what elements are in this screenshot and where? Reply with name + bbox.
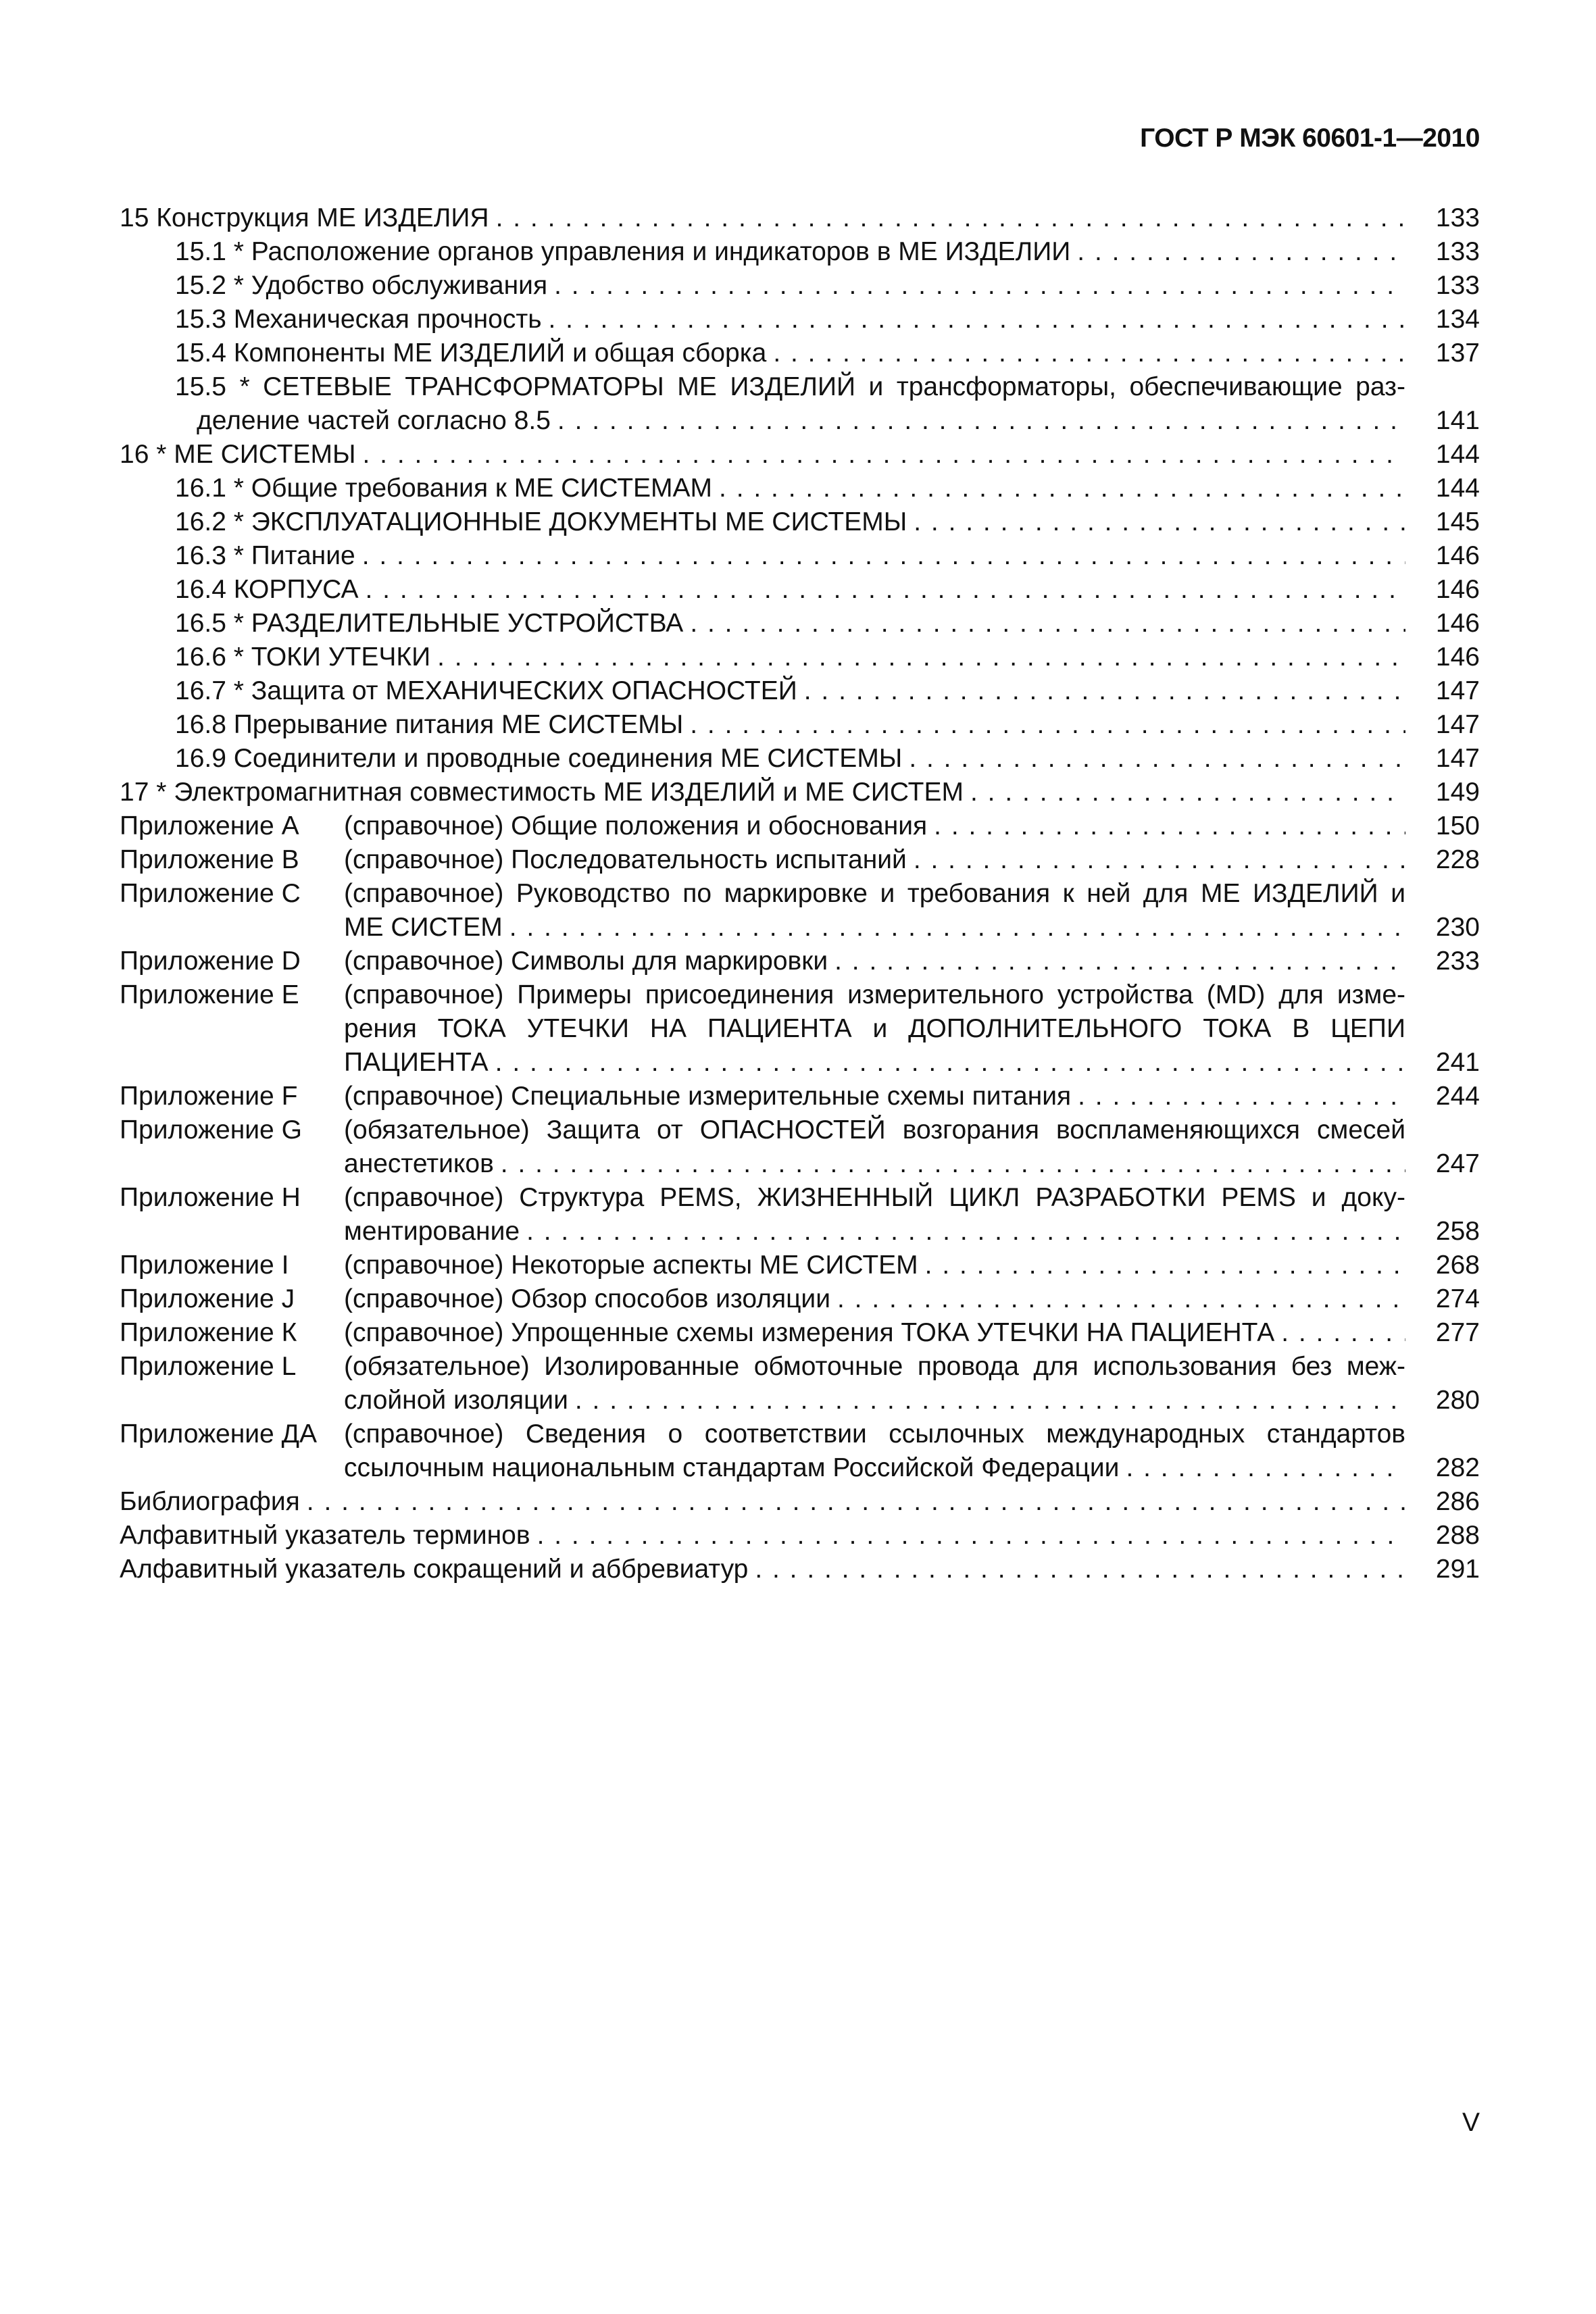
toc-line xyxy=(120,776,1480,809)
dot-leader xyxy=(549,303,1405,336)
toc-entry xyxy=(120,607,1405,640)
toc-line xyxy=(120,1282,1480,1316)
toc-line xyxy=(120,201,1480,235)
toc-entry-title: (справочное) Последовательность испытаний xyxy=(344,845,907,874)
toc-entry xyxy=(120,640,1405,674)
dot-leader xyxy=(307,1485,1405,1519)
toc-entry xyxy=(120,370,1405,404)
toc-entry-title: ментирование xyxy=(344,1217,520,1246)
dot-leader xyxy=(925,1249,1405,1282)
toc-page-number: 230 xyxy=(1435,913,1480,942)
toc-line xyxy=(120,438,1480,472)
toc-annex-label: Приложение D xyxy=(120,947,301,976)
toc-entry xyxy=(344,1046,1405,1080)
toc-entry xyxy=(344,1249,1405,1282)
toc-page-number: 146 xyxy=(1435,575,1480,604)
toc-entry xyxy=(120,303,1405,336)
toc-line xyxy=(120,1012,1480,1046)
toc-page-number: 149 xyxy=(1435,778,1480,807)
toc-line xyxy=(120,573,1480,607)
toc-annex-label: Приложение С xyxy=(120,879,301,908)
toc-line xyxy=(120,742,1480,776)
toc-annex-label: Приложение ДА xyxy=(120,1419,318,1449)
toc-line xyxy=(120,1046,1480,1080)
toc-page-number: 144 xyxy=(1435,474,1480,503)
toc-entry-title: 15.4 Компоненты МЕ ИЗДЕЛИЙ и общая сборка xyxy=(175,338,767,368)
dot-leader xyxy=(509,911,1405,945)
toc-line xyxy=(120,1080,1480,1113)
dot-leader xyxy=(934,809,1405,843)
toc-line xyxy=(120,539,1480,573)
toc-line xyxy=(120,809,1480,843)
dot-leader xyxy=(495,1046,1405,1080)
dot-leader xyxy=(437,640,1405,674)
toc-entry xyxy=(120,201,1405,235)
dot-leader xyxy=(554,269,1405,303)
toc-page-number: 147 xyxy=(1435,744,1480,773)
toc-page-number: 288 xyxy=(1435,1521,1480,1550)
toc-line xyxy=(120,1113,1480,1147)
toc-line xyxy=(120,303,1480,336)
toc-page-number: 277 xyxy=(1435,1318,1480,1347)
dot-leader xyxy=(1077,235,1405,269)
toc-page-number: 144 xyxy=(1435,440,1480,469)
toc-entry xyxy=(120,674,1405,708)
toc-page-number: 233 xyxy=(1435,947,1480,976)
dot-leader xyxy=(557,404,1405,438)
toc-page-number: 133 xyxy=(1435,237,1480,266)
toc-page-number: 141 xyxy=(1435,406,1480,435)
toc-page-number: 247 xyxy=(1435,1149,1480,1178)
toc-entry-title: 16.6 * ТОКИ УТЕЧКИ xyxy=(175,643,431,672)
dot-leader xyxy=(362,438,1405,472)
toc-page-number: 291 xyxy=(1435,1555,1480,1584)
toc-entry-title: ПАЦИЕНТА xyxy=(344,1048,489,1077)
toc-line xyxy=(120,877,1480,911)
toc-line xyxy=(120,1519,1480,1553)
toc-line xyxy=(120,674,1480,708)
toc-line xyxy=(120,607,1480,640)
toc-entry-title: 16 * МЕ СИСТЕМЫ xyxy=(120,440,356,469)
dot-leader xyxy=(1126,1451,1405,1485)
toc-line xyxy=(120,1249,1480,1282)
toc-entry xyxy=(344,1080,1405,1113)
toc-entry-title: МЕ СИСТЕМ xyxy=(344,913,503,942)
toc-page-number: 244 xyxy=(1435,1082,1480,1111)
toc-entry-title: 15.3 Механическая прочность xyxy=(175,305,542,334)
document-header: ГОСТ Р МЭК 60601-1—2010 xyxy=(1140,124,1480,153)
toc-entry xyxy=(120,742,1405,776)
toc-entry-title: Алфавитный указатель сокращений и аббревиатур xyxy=(120,1555,749,1584)
page-number: V xyxy=(1462,2108,1480,2137)
toc-page-number: 274 xyxy=(1435,1284,1480,1313)
toc-entry xyxy=(344,1316,1405,1350)
dot-leader xyxy=(501,1147,1405,1181)
toc-page-number: 258 xyxy=(1435,1217,1480,1246)
toc-annex-label: Приложение К xyxy=(120,1318,297,1347)
dot-leader xyxy=(914,843,1405,877)
toc-line xyxy=(120,1384,1480,1417)
toc-entry-title: (справочное) Упрощенные схемы измерения ТОКА УТЕЧКИ НА ПАЦИЕНТА xyxy=(344,1318,1275,1347)
toc-entry xyxy=(344,843,1405,877)
toc-entry-title: (обязательное) Изолированные обмоточные провода для использования без меж- xyxy=(344,1352,1405,1381)
toc-entry-title: (справочное) Структура PEMS, ЖИЗНЕННЫЙ ЦИКЛ РАЗРАБОТКИ PEMS и доку- xyxy=(344,1183,1405,1212)
dot-leader xyxy=(537,1519,1405,1553)
toc-page-number: 137 xyxy=(1435,338,1480,368)
toc-entry xyxy=(344,1012,1405,1046)
toc-entry-title: 16.8 Прерывание питания МЕ СИСТЕМЫ xyxy=(175,710,684,739)
toc-page-number: 147 xyxy=(1435,676,1480,705)
toc-line xyxy=(120,640,1480,674)
toc-entry xyxy=(120,438,1405,472)
toc-entry xyxy=(344,1384,1405,1417)
toc-entry-title: 16.3 * Питание xyxy=(175,541,355,570)
toc-annex-label: Приложение G xyxy=(120,1115,302,1145)
toc-entry-title: 15.5 * СЕТЕВЫЕ ТРАНСФОРМАТОРЫ МЕ ИЗДЕЛИЙ и трансформаторы, обеспечивающие раз- xyxy=(175,372,1405,401)
toc-annex-label: Приложение А xyxy=(120,811,299,840)
toc-entry xyxy=(344,809,1405,843)
dot-leader xyxy=(837,1282,1405,1316)
toc-entry xyxy=(120,708,1405,742)
toc-line xyxy=(120,708,1480,742)
toc-line xyxy=(120,1316,1480,1350)
dot-leader xyxy=(366,573,1406,607)
toc-entry xyxy=(120,472,1405,505)
toc-line xyxy=(120,1451,1480,1485)
toc-entry xyxy=(120,573,1405,607)
toc-page-number: 133 xyxy=(1435,203,1480,232)
dot-leader xyxy=(1281,1316,1405,1350)
toc-line xyxy=(120,1147,1480,1181)
toc-entry xyxy=(344,1113,1405,1147)
dot-leader xyxy=(362,539,1405,573)
toc-entry-title: 16.2 * ЭКСПЛУАТАЦИОННЫЕ ДОКУМЕНТЫ МЕ СИСТЕМЫ xyxy=(175,507,907,536)
dot-leader xyxy=(526,1215,1405,1249)
toc-entry xyxy=(120,404,1405,438)
dot-leader xyxy=(690,708,1405,742)
dot-leader xyxy=(496,201,1405,235)
toc-entry xyxy=(344,1282,1405,1316)
toc-entry-title: анестетиков xyxy=(344,1149,494,1178)
dot-leader xyxy=(755,1553,1405,1586)
toc-page-number: 146 xyxy=(1435,643,1480,672)
toc-entry xyxy=(120,776,1405,809)
toc-entry xyxy=(120,336,1405,370)
toc-annex-label: Приложение В xyxy=(120,845,299,874)
toc-entry xyxy=(344,1451,1405,1485)
toc-entry-title: (обязательное) Защита от ОПАСНОСТЕЙ возгорания воспламеняющихся смесей xyxy=(344,1115,1405,1145)
toc-entry-title: 16.9 Соединители и проводные соединения МЕ СИСТЕМЫ xyxy=(175,744,903,773)
toc-page-number: 228 xyxy=(1435,845,1480,874)
toc-annex-label: Приложение J xyxy=(120,1284,295,1313)
dot-leader xyxy=(690,607,1405,640)
toc-line xyxy=(120,1485,1480,1519)
toc-entry xyxy=(120,539,1405,573)
toc-entry-title: (справочное) Руководство по маркировке и требования к ней для МЕ ИЗДЕЛИЙ и xyxy=(344,879,1405,908)
dot-leader xyxy=(834,945,1405,978)
toc-entry xyxy=(344,978,1405,1012)
toc-line xyxy=(120,505,1480,539)
toc-line xyxy=(120,1350,1480,1384)
toc-line xyxy=(120,843,1480,877)
dot-leader xyxy=(914,505,1405,539)
dot-leader xyxy=(804,674,1405,708)
toc-page-number: 146 xyxy=(1435,609,1480,638)
toc-entry xyxy=(344,945,1405,978)
toc-entry-title: (справочное) Символы для маркировки xyxy=(344,947,828,976)
toc-entry xyxy=(344,1181,1405,1215)
toc-entry xyxy=(120,235,1405,269)
toc-page-number: 147 xyxy=(1435,710,1480,739)
toc-page-number: 146 xyxy=(1435,541,1480,570)
toc-entry xyxy=(344,1147,1405,1181)
toc-line xyxy=(120,472,1480,505)
toc-entry-title: (справочное) Примеры присоединения измерительного устройства (MD) для изме- xyxy=(344,980,1405,1009)
toc-page-number: 286 xyxy=(1435,1487,1480,1516)
toc-entry-title: рения ТОКА УТЕЧКИ НА ПАЦИЕНТА и ДОПОЛНИТЕЛЬНОГО ТОКА В ЦЕПИ xyxy=(344,1014,1405,1043)
toc-entry-title: (справочное) Обзор способов изоляции xyxy=(344,1284,830,1313)
dot-leader xyxy=(719,472,1405,505)
toc-page-number: 134 xyxy=(1435,305,1480,334)
toc-entry xyxy=(120,505,1405,539)
toc-entry-title: (справочное) Сведения о соответствии ссылочных международных стандартов xyxy=(344,1419,1405,1449)
toc-annex-label: Приложение L xyxy=(120,1352,297,1381)
toc-entry-title: деление частей согласно 8.5 xyxy=(197,406,551,435)
toc-entry-title: 16.4 КОРПУСА xyxy=(175,575,359,604)
toc-entry xyxy=(120,1553,1405,1586)
toc-entry xyxy=(344,1350,1405,1384)
toc-annex-label: Приложение I xyxy=(120,1251,289,1280)
toc-page-number: 268 xyxy=(1435,1251,1480,1280)
toc-entry-title: (справочное) Общие положения и обоснования xyxy=(344,811,928,840)
toc-line xyxy=(120,269,1480,303)
toc-entry-title: 15.2 * Удобство обслуживания xyxy=(175,271,548,300)
toc-page-number: 280 xyxy=(1435,1386,1480,1415)
table-of-contents xyxy=(120,201,1480,1586)
dot-leader xyxy=(970,776,1405,809)
toc-entry xyxy=(344,877,1405,911)
toc-entry xyxy=(120,1519,1405,1553)
toc-page-number: 282 xyxy=(1435,1453,1480,1482)
toc-entry-title: (справочное) Некоторые аспекты МЕ СИСТЕМ xyxy=(344,1251,918,1280)
toc-line xyxy=(120,235,1480,269)
toc-entry-title: ссылочным национальным стандартам Российской Федерации xyxy=(344,1453,1120,1482)
toc-line xyxy=(120,1181,1480,1215)
dot-leader xyxy=(773,336,1405,370)
toc-entry-title: 16.7 * Защита от МЕХАНИЧЕСКИХ ОПАСНОСТЕЙ xyxy=(175,676,797,705)
toc-line xyxy=(120,978,1480,1012)
toc-line xyxy=(120,1215,1480,1249)
toc-line xyxy=(120,1417,1480,1451)
dot-leader xyxy=(575,1384,1405,1417)
toc-entry-title: 16.5 * РАЗДЕЛИТЕЛЬНЫЕ УСТРОЙСТВА xyxy=(175,609,684,638)
toc-line xyxy=(120,1553,1480,1586)
toc-page-number: 150 xyxy=(1435,811,1480,840)
toc-line xyxy=(120,404,1480,438)
toc-entry-title: 15 Конструкция МЕ ИЗДЕЛИЯ xyxy=(120,203,489,232)
toc-entry-title: Библиография xyxy=(120,1487,300,1516)
toc-entry xyxy=(120,1485,1405,1519)
toc-entry-title: (справочное) Специальные измерительные схемы питания xyxy=(344,1082,1072,1111)
toc-entry-title: 15.1 * Расположение органов управления и индикаторов в МЕ ИЗДЕЛИИ xyxy=(175,237,1071,266)
toc-line xyxy=(120,336,1480,370)
toc-entry xyxy=(344,1215,1405,1249)
toc-line xyxy=(120,370,1480,404)
toc-entry xyxy=(120,269,1405,303)
toc-line xyxy=(120,945,1480,978)
dot-leader xyxy=(909,742,1405,776)
toc-entry-title: 17 * Электромагнитная совместимость МЕ ИЗДЕЛИЙ и МЕ СИСТЕМ xyxy=(120,778,964,807)
toc-entry xyxy=(344,911,1405,945)
toc-entry-title: слойной изоляции xyxy=(344,1386,568,1415)
toc-page-number: 241 xyxy=(1435,1048,1480,1077)
toc-entry-title: 16.1 * Общие требования к МЕ СИСТЕМАМ xyxy=(175,474,713,503)
toc-page-number: 133 xyxy=(1435,271,1480,300)
toc-line xyxy=(120,911,1480,945)
toc-annex-label: Приложение Е xyxy=(120,980,299,1009)
toc-entry-title: Алфавитный указатель терминов xyxy=(120,1521,530,1550)
toc-annex-label: Приложение Н xyxy=(120,1183,301,1212)
dot-leader xyxy=(1078,1080,1405,1113)
toc-annex-label: Приложение F xyxy=(120,1082,298,1111)
toc-entry xyxy=(344,1417,1405,1451)
toc-page-number: 145 xyxy=(1435,507,1480,536)
